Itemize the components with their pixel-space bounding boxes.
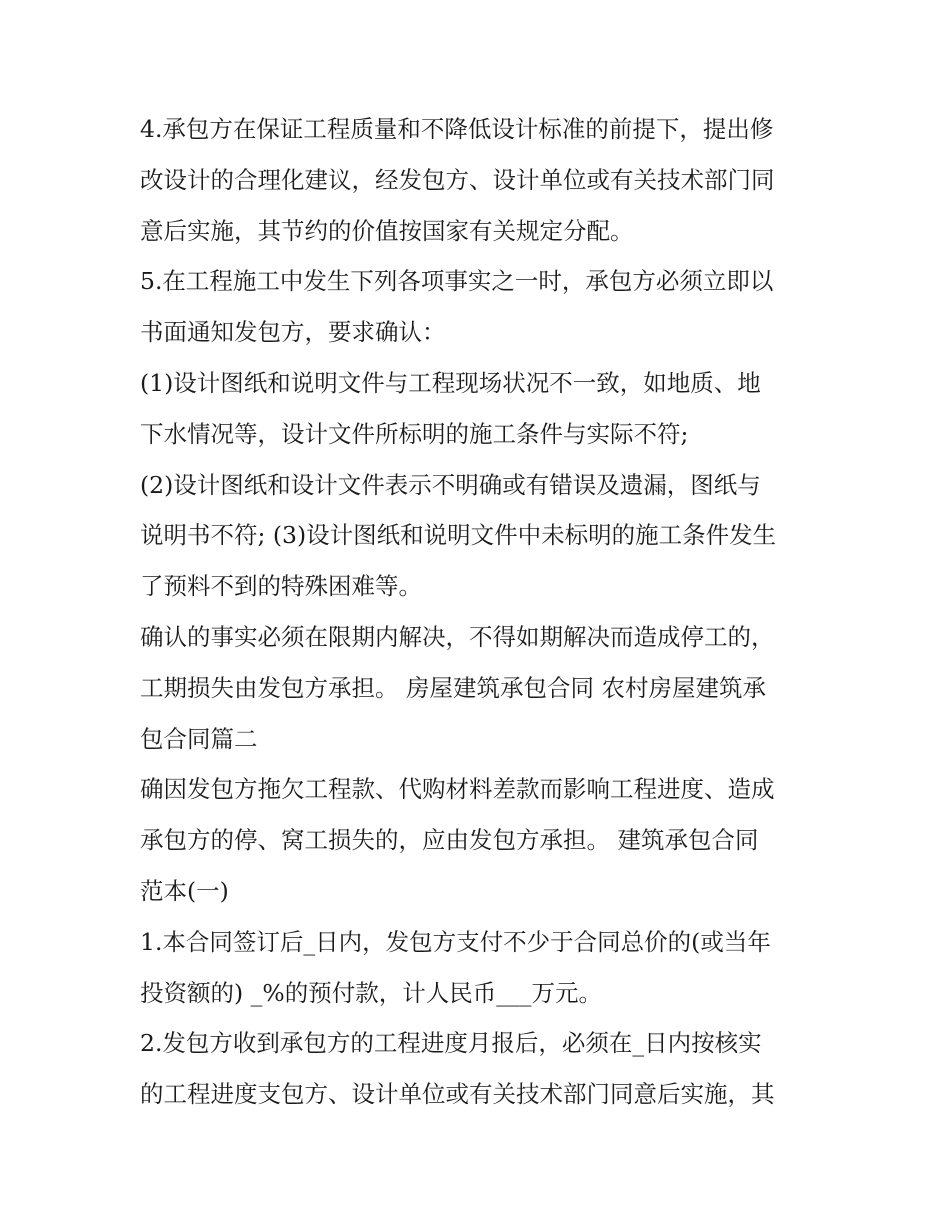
- text-line: 4.承包方在保证工程质量和不降低设计标准的前提下，提出修: [140, 115, 774, 143]
- text-line: 了预料不到的特殊困难等。: [140, 572, 422, 601]
- text-line: 投资额的) _%的预付款，计人民币___万元。: [140, 978, 602, 1007]
- text-line: 2.发包方收到承包方的工程进度月报后，必须在_日内按核实: [140, 1029, 762, 1058]
- text-line: 意后实施，其节约的价值按国家有关规定分配。: [140, 216, 634, 245]
- paragraph-5-notification: [140, 256, 820, 358]
- paragraph-4-design-suggestion: [140, 104, 820, 256]
- text-line: 5.在工程施工中发生下列各项事实之一时，承包方必须立即以: [140, 267, 774, 296]
- text-line: 范本(一): [140, 876, 229, 905]
- paragraph-payment-arrears: [140, 764, 820, 916]
- clause-1-advance-payment: [140, 917, 820, 1019]
- text-line: (1)设计图纸和说明文件与工程现场状况不一致，如地质、地: [140, 368, 761, 397]
- text-line: 确认的事实必须在限期内解决，不得如期解决而造成停工的，: [140, 622, 775, 651]
- document-page: [140, 104, 820, 1120]
- text-line: 的工程进度支包方、设计单位或有关技术部门同意后实施，其: [140, 1080, 775, 1109]
- text-line: 包合同篇二: [140, 724, 258, 753]
- text-line: 工期损失由发包方承担。 房屋建筑承包合同 农村房屋建筑承: [140, 673, 766, 702]
- text-line: 说明书不符; (3)设计图纸和说明文件中未标明的施工条件发生: [140, 521, 777, 550]
- paragraph-confirmation-deadline: [140, 612, 820, 764]
- text-line: 承包方的停、窝工损失的，应由发包方承担。 建筑承包合同: [140, 826, 759, 855]
- clause-2-progress-payment: [140, 1018, 820, 1120]
- item-2-3-design-errors: [140, 460, 820, 612]
- text-line: 确因发包方拖欠工程款、代购材料差款而影响工程进度、造成: [140, 775, 775, 804]
- text-line: 改设计的合理化建议，经发包方、设计单位或有关技术部门同: [140, 165, 775, 194]
- text-line: 下水情况等，设计文件所标明的施工条件与实际不符;: [140, 419, 689, 448]
- item-1-site-mismatch: [140, 358, 820, 460]
- text-line: 1.本合同签订后_日内，发包方支付不少于合同总价的(或当年: [140, 927, 771, 956]
- text-line: (2)设计图纸和设计文件表示不明确或有错误及遗漏，图纸与: [140, 470, 761, 499]
- text-line: 书面通知发包方，要求确认：: [140, 318, 446, 347]
